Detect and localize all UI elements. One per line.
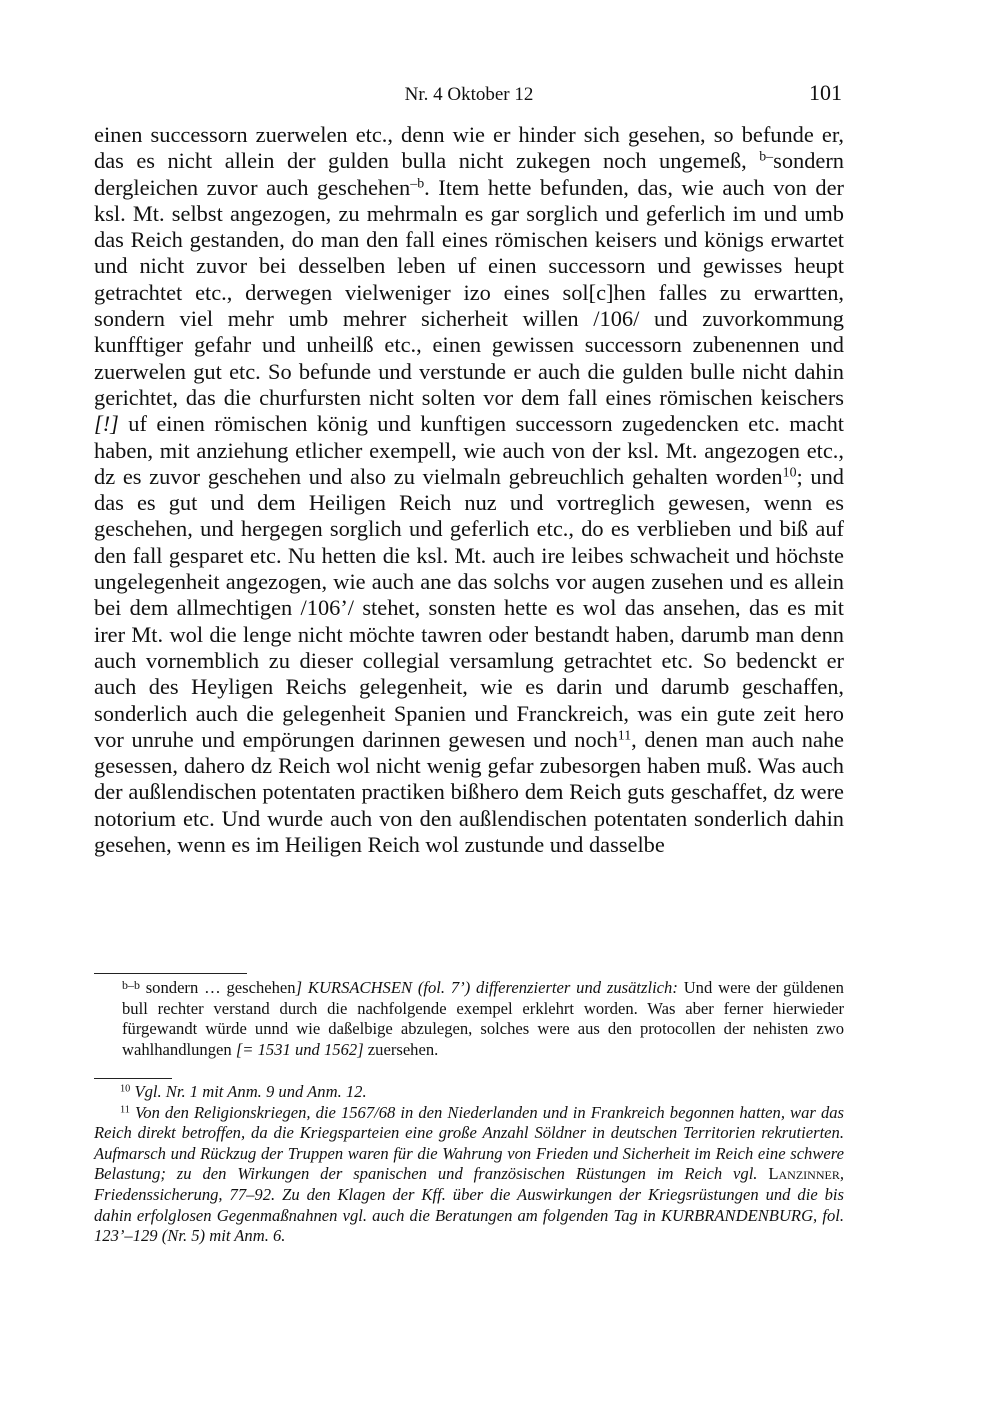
textnote-marker-close: –b	[410, 175, 425, 191]
footnote-number: 11	[120, 1103, 130, 1115]
body-segment: , denen man auch nahe gesessen, dahero dz Reich wol nicht wenig gefar zubesorgen haben muß. Was auch der außlendischen potentaten practiken bißhero dem Reich guts geschaffet, dz were notorium etc. Und wurde auch von den außlendischen potentaten sonderlich dahin gesehen, wenn es im Heiligen Reich wol zustunde und dasselbe	[94, 726, 844, 858]
body-segment: ; und das es gut und dem Heiligen Reich nuz und vortreglich gewesen, wenn es geschehen, und hergegen sorglich und geferlich etc., do es verblieben und biß auf den fall gesparet etc. Nu hetten die ksl. Mt. auch ire leibes schwacheit und höchste ungelegenheit angezogen, wie auch ane das solchs vor augen zusehen und es allein bei dem allmechtigen /106’/ stehet, sonsten hette es wol das ansehen, das es mit irer Mt. wol die lenge nicht möchte tawren oder bestandt haben, darumb man denn auch vornemblich zu dieser collegial versamlung getrachtet etc. So bedenckt er auch des Heyligen Reichs gelegenheit, wie es darin und darumb geschaffen, sonderlich auch die gelegenheit Spanien und Franckreich, was ein gute zeit hero vor unruhe und empörungen darinnen gewesen und noch	[94, 463, 844, 752]
footnotes	[94, 1082, 844, 1247]
textnote-source: KURSACHSEN (fol. 7’) differenzierter und zusätzlich:	[302, 978, 678, 997]
textnote-apparatus	[94, 978, 844, 1060]
textnote-lemma: sondern … geschehen	[139, 978, 296, 997]
textnote-marker-open: b–	[759, 149, 774, 165]
page-number: 101	[809, 80, 842, 105]
body-segment: einen successorn zuerwelen etc., denn wie er hinder sich gesehen, so befunde er, das es nicht allein der gulden bulla nicht zukegen noch ungemeß,	[94, 122, 844, 174]
footnote-number: 10	[120, 1083, 131, 1095]
footnote-text: Vgl. Nr. 1 mit Anm. 9 und Anm. 12.	[134, 1082, 367, 1101]
body-segment: sondern dergleichen zuvor auch geschehen	[94, 148, 844, 200]
footnote-10	[94, 1082, 844, 1103]
footnote-author: Lanzinner	[768, 1164, 840, 1184]
textnote-text: zuersehen.	[363, 1039, 439, 1059]
textnote-editorial: [= 1531 und 1562]	[235, 1039, 364, 1059]
textnote-rule	[94, 973, 247, 974]
footnote-rule	[94, 1078, 172, 1079]
sic-mark: [!]	[94, 411, 119, 437]
textnote-text: Und were der güldenen bull rechter verstand durch die nachfolgende exempel erklehrt worden. Was aber ferner hierwieder fürgewandt würde unnd wie daßelbige abzulegen, solches were aus den protocollen der nehisten zwo wahlhandlungen	[122, 978, 844, 1059]
body-segment: uf einen römischen könig und kunftigen successorn zugedencken etc. macht haben, mit anziehung etlicher exempell, wie auch von der ksl. Mt. angezogen etc., dz es zuvor geschehen und also zu vielmaln gebreuchlich gehalten worden	[94, 411, 844, 489]
textnote-marker: b–b	[122, 977, 140, 992]
main-text	[94, 122, 844, 858]
textnote-b	[94, 978, 844, 1060]
footnote-ref-10[interactable]: 10	[782, 465, 797, 481]
running-title: Nr. 4 Oktober 12	[404, 84, 534, 105]
main-paragraph	[94, 122, 844, 858]
running-head	[94, 80, 844, 108]
footnote-ref-11[interactable]: 11	[617, 728, 632, 744]
footnote-text: Von den Religionskriegen, die 1567/68 in den Niederlanden und in Frankreich begonnen hatten, war das Reich direkt betroffen, da die Kriegsparteien eine große Anzahl Söldner in deutschen Territorien rekrutierten. Aufmarsch und Rückzug der Truppen waren für die Wahrung von Frieden und Sicherheit im Reich eine schwere Belastung; zu den Wirkungen der spanischen und französischen Rüstungen im Reich vgl.	[94, 1102, 844, 1184]
footnote-text: , Friedenssicherung, 77–92. Zu den Klagen der Kff. über die Auswirkungen der Kriegsrüstungen und die bis dahin erfolglosen Gegenmaßnahnen vgl. auch die Beratungen am folgenden Tag in KURBRANDENBURG, fol. 123’–129 (Nr. 5) mit Anm. 6.	[94, 1164, 844, 1246]
body-segment: . Item hette befunden, das, wie auch von der ksl. Mt. selbst angezogen, zu mehrmaln es gar sorglich und geferlich im und umb das Reich gestanden, do man den fall eines römischen keisers und königs erwartet und nicht zuvor bei desselben leben uf einen successorn und gewisses heupt getrachtet etc., derwegen vielweniger izo eines sol[c]hen falles zu erwartten, sondern viel mehr umb mehrer sicherheit willen /106/ und zuvorkommung kunfftiger gefahr und unheilß etc., einen gewissen successorn zubenennen und zuerwelen gut etc. So befunde und verstunde er auch die gulden bulle nicht dahin gerichtet, das die churfursten nicht solten vor dem fall eines römischen keischers	[94, 174, 844, 410]
textnote-bracket: ]	[295, 978, 303, 997]
footnote-11	[94, 1103, 844, 1247]
